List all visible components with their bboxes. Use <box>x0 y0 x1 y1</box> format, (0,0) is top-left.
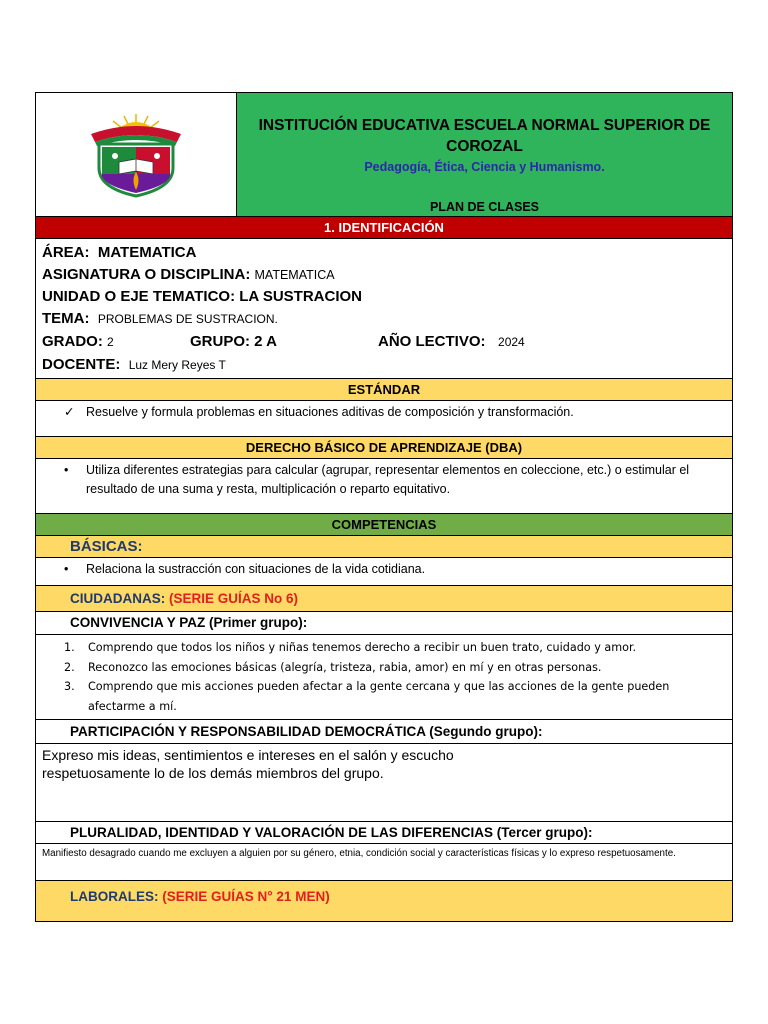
area-line <box>42 242 726 264</box>
ciudadanas-label: CIUDADANAS: <box>70 591 166 607</box>
estandar-text: Resuelve y formula problemas en situaciones aditivas de composición y transformación. <box>86 405 574 420</box>
docente-value: Luz Mery Reyes T <box>128 357 226 372</box>
institution-name: INSTITUCIÓN EDUCATIVA ESCUELA NORMAL SUPERIOR DE COROZAL <box>258 117 711 155</box>
dba-item <box>36 459 732 514</box>
convivencia-list <box>36 635 732 720</box>
document-header <box>36 93 732 217</box>
laborales-series: (SERIE GUÍAS N° 21 MEN) <box>162 889 330 905</box>
ciudadanas-heading <box>36 586 732 612</box>
list-item: 3. Comprendo que mis acciones pueden afectar a la gente cercana y que las acciones de la gente pueden afectarme a mí. <box>64 680 670 713</box>
tema-label: TEMA: <box>42 310 90 328</box>
laborales-heading <box>36 881 732 921</box>
bullet-icon: • <box>64 562 69 577</box>
school-crest-icon <box>89 112 183 198</box>
grado-value: 2 <box>107 334 114 349</box>
unidad-label: UNIDAD O EJE TEMATICO: <box>42 288 236 306</box>
participacion-text: Expreso mis ideas, sentimientos e intereses en el salón y escucho respetuosamente lo de los demás miembros del grupo. <box>36 744 732 822</box>
school-logo <box>36 93 237 216</box>
lesson-plan-document <box>35 92 733 922</box>
bullet-icon: • <box>64 463 69 478</box>
list-item: 2. Reconozco las emociones básicas (alegría, tristeza, rabia, amor) en mí y en otras personas. <box>64 660 602 674</box>
unidad-line <box>42 286 726 308</box>
grupo-label: GRUPO: 2 A <box>190 332 277 350</box>
estandar-heading: ESTÁNDAR <box>36 379 732 401</box>
asignatura-value: MATEMATICA <box>254 267 335 282</box>
plan-title: PLAN DE CLASES <box>429 200 540 214</box>
ciudadanas-series: (SERIE GUÍAS No 6) <box>169 591 299 607</box>
anio-value: 2024 <box>498 334 525 349</box>
docente-line <box>42 354 726 377</box>
pluralidad-text: Manifiesto desagrado cuando me excluyen a alguien por su género, etnia, condición social y características físicas y lo expreso respetuosamente. <box>36 844 732 881</box>
competencias-heading: COMPETENCIAS <box>36 514 732 536</box>
check-icon: ✓ <box>64 405 75 420</box>
anio-label: AÑO LECTIVO: <box>378 332 486 350</box>
area-label: ÁREA: <box>42 244 90 261</box>
list-item: 1. Comprendo que todos los niños y niñas tenemos derecho a recibir un buen trato, cuidado y amor. <box>64 641 637 655</box>
dba-heading: DERECHO BÁSICO DE APRENDIZAJE (DBA) <box>36 437 732 459</box>
participacion-heading: PARTICIPACIÓN Y RESPONSABILIDAD DEMOCRÁTICA (Segundo grupo): <box>36 720 732 744</box>
basicas-heading: BÁSICAS: <box>36 536 732 558</box>
asignatura-line <box>42 264 726 287</box>
section-identificacion-heading: 1. IDENTIFICACIÓN <box>36 217 732 239</box>
unidad-value: LA SUSTRACION <box>239 288 363 306</box>
docente-label: DOCENTE: <box>42 355 121 373</box>
identification-block <box>36 239 732 379</box>
asignatura-label: ASIGNATURA O DISCIPLINA: <box>42 265 251 283</box>
basicas-text: Relaciona la sustracción con situaciones de la vida cotidiana. <box>86 562 426 577</box>
basicas-item <box>36 558 732 586</box>
pluralidad-heading: PLURALIDAD, IDENTIDAD Y VALORACIÓN DE LAS DIFERENCIAS (Tercer grupo): <box>36 822 732 844</box>
estandar-item <box>36 401 732 437</box>
institution-motto: Pedagogía, Ética, Ciencia y Humanismo. <box>364 160 605 174</box>
convivencia-heading: CONVIVENCIA Y PAZ (Primer grupo): <box>36 612 732 635</box>
header-title-cell <box>237 93 732 216</box>
grado-label: GRADO: <box>42 332 103 350</box>
tema-value: PROBLEMAS DE SUSTRACION. <box>97 312 278 327</box>
dba-text: Utiliza diferentes estrategias para calcular (agrupar, representar elementos en coleccione, etc.) o estimular el resultado de una suma y resta, multiplicación o reparto equitativo. <box>86 463 690 497</box>
area-value: MATEMATICA <box>97 244 197 261</box>
tema-line <box>42 308 726 331</box>
laborales-label: LABORALES: <box>70 889 159 905</box>
grado-line <box>42 331 726 354</box>
